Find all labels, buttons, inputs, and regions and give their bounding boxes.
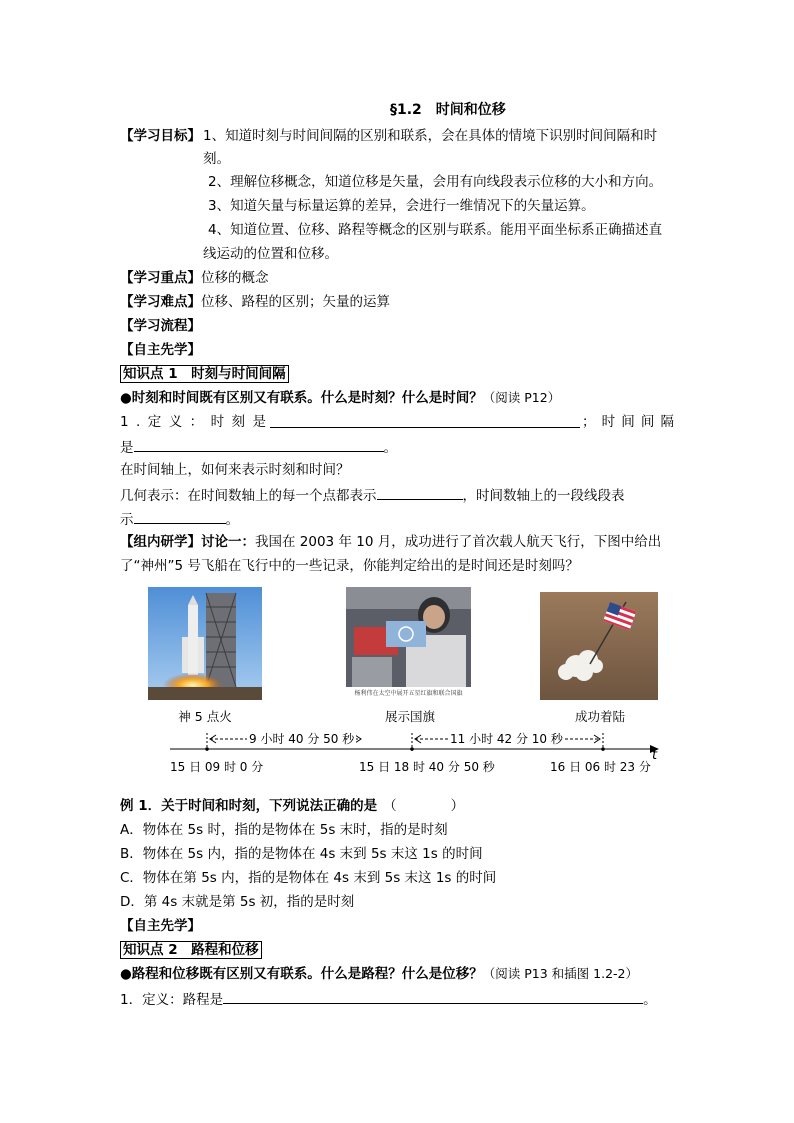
page-title: §1.2 时间和位移 [390,102,506,118]
interval-2-label [448,731,565,747]
def-char: 。 [383,440,397,456]
example1-answer-paren[interactable]: （ ） [383,798,465,814]
kp2-heading [120,940,262,960]
option-c: C．物体在第 5s 内，指的是物体在 4s 末到 5s 末这 1s 的时间 [120,870,497,886]
geometry-line [120,484,625,506]
kp1-read-ref: （阅读 P12） [482,390,561,405]
objective-3: 3、知道矢量与标量运算的差异，会进行一维情况下的矢量运算。 [208,198,595,214]
discussion-label: 【组内研学】讨论一： [120,534,255,550]
kp1-def-right [582,412,674,432]
def-char: 是 [252,414,266,430]
option-a: A．物体在 5s 时，指的是物体在 5s 末时，指的是时刻 [120,822,448,838]
key-point [120,268,269,288]
point-2 [410,747,414,751]
example1-question-line [120,796,464,816]
def-char: ； [582,414,596,430]
def-char: 刻 [231,414,246,430]
def-char: ： [189,414,204,430]
caption-flag: 展示国旗 [384,709,435,724]
def-char: 1 [120,414,129,430]
caption-landing: 成功着陆 [574,709,625,724]
kp1-question-line [120,388,560,408]
geo-text: 。 [225,512,239,528]
interval-def-line [120,436,397,458]
objective-1a: 1、知道时刻与时间间隔的区别和联系，会在具体的情境下识别时间间隔和时 [203,128,658,144]
def-char: 是 [120,440,134,456]
example1-question: 例 1．关于时间和时刻，下列说法正确的是 [120,798,378,814]
option-b: B．物体在 5s 内，指的是物体在 4s 末到 5s 末这 1s 的时间 [120,846,483,862]
moment-blank[interactable] [270,412,580,434]
kp2-question-line [120,964,638,984]
geometry-line-2 [120,508,239,530]
tick-label-1: 15 日 09 时 0 分 [170,760,264,774]
geo-text: 示 [120,512,134,528]
kp2-question: ●路程和位移既有区别又有联系。什么是路程？什么是位移？ [120,966,483,982]
geo-text: ，时间数轴上的一段线段表 [462,488,625,504]
def-char: 时 [210,414,225,430]
self-study-label-2: 【自主先学】 [120,918,201,934]
axis-label: t [652,748,658,763]
objectives-label: 【学习目标】 [120,128,201,144]
interval-2-text: 11 小时 42 分 10 秒 [450,732,563,746]
def-char: 间 [621,414,635,430]
kp2-heading-text: 知识点 2 路程和位移 [120,941,262,959]
axis-question: 在时间轴上，如何来表示时刻和时间？ [120,462,350,478]
interval-1-text: 9 小时 40 分 50 秒 [249,732,355,746]
kp2-def-label: 1．定义：路程是 [120,992,224,1008]
discussion-line-2: 了“神州”5 号飞船在飞行中的一些记录，你能判定给出的是时间还是时刻吗？ [120,558,579,574]
interval-1-label [247,731,356,747]
kp1-heading-text: 知识点 1 时刻与时间间隔 [120,365,289,383]
kp1-heading [120,364,289,384]
astronaut-flag-photo [346,587,471,700]
tick-label-3: 16 日 06 时 23 分 [550,760,651,774]
discussion-line-1 [120,532,661,552]
kp2-def-line [120,988,657,1010]
segment-blank[interactable] [134,508,226,524]
point-3 [601,747,605,751]
point-blank[interactable] [377,484,463,500]
def-char: 义 [168,414,183,430]
distance-blank[interactable] [223,988,643,1004]
objective-2: 2、理解位移概念，知道位移是矢量，会用有向线段表示位移的大小和方向。 [208,174,663,190]
interval-blank[interactable] [134,436,384,452]
objective-1b: 刻。 [203,151,230,167]
objective-4a: 4、知道位置、位移、路程等概念的区别与联系。能用平面坐标系正确描述直 [208,222,663,238]
kp2-def-end: 。 [643,992,657,1008]
def-char: 隔 [660,414,674,430]
def-char: 间 [640,414,655,430]
option-d: D．第 4s 末就是第 5s 初，指的是时刻 [120,894,355,910]
def-char: . [136,414,141,430]
def-char: 定 [147,414,162,430]
difficulty [120,292,390,312]
flow-label: 【学习流程】 [120,318,201,334]
kp2-read-ref: （阅读 P13 和插图 1.2-2） [482,966,638,981]
kp1-question: ●时刻和时间既有区别又有联系。什么是时刻？什么是时间？ [120,390,483,406]
objective-4b: 线运动的位置和位移。 [203,246,338,262]
rocket-launch-photo [148,587,262,700]
point-1 [205,747,209,751]
self-study-label: 【自主先学】 [120,342,201,358]
kp1-def-left [120,412,266,432]
difficulty-label: 【学习难点】 [120,294,201,310]
landing-photo [540,592,658,700]
def-char: 时 [601,414,616,430]
difficulty-text: 位移、路程的区别；矢量的运算 [201,294,390,310]
key-point-label: 【学习重点】 [120,270,201,286]
geo-text: 几何表示：在时间数轴上的每一个点都表示 [120,488,377,504]
key-point-text: 位移的概念 [201,270,269,286]
moment-blank-line[interactable] [270,412,580,428]
discussion-text-1: 我国在 2003 年 10 月，成功进行了首次载人航天飞行，下图中给出 [255,534,662,550]
tick-label-2: 15 日 18 时 40 分 50 秒 [359,760,495,774]
photo2-caption: 杨利伟在太空中展开五星红旗和联合国旗 [346,687,471,700]
caption-ignition: 神 5 点火 [178,709,232,724]
